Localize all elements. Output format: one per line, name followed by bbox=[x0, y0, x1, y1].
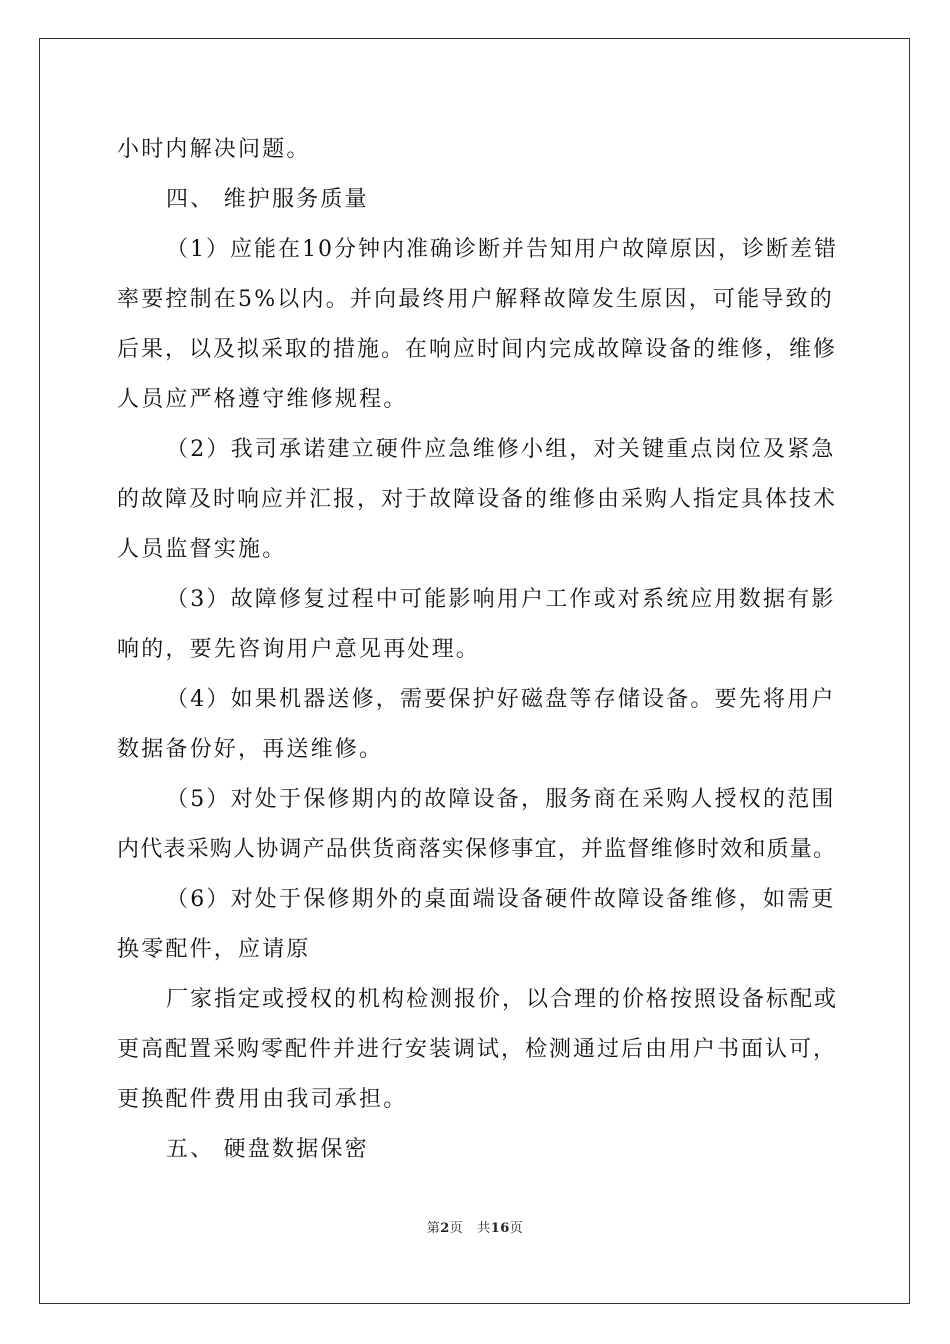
text-line: 换零配件，应请原 bbox=[117, 937, 311, 962]
text-line: 四、 维护服务质量 bbox=[166, 187, 369, 212]
text-line: 厂家指定或授权的机构检测报价，以合理的价格按照设备标配或 bbox=[166, 987, 839, 1012]
text-line: 人员监督实施。 bbox=[117, 537, 287, 562]
text-line: 的故障及时响应并汇报，对于故障设备的维修由采购人指定具体技术 bbox=[117, 487, 838, 512]
text-line: 率要控制在5%以内。并向最终用户解释故障发生原因，可能导致的 bbox=[117, 287, 834, 312]
document-body bbox=[117, 125, 839, 1175]
text-line: 小时内解决问题。 bbox=[117, 137, 311, 162]
text-line: （5）对处于保修期内的故障设备，服务商在采购人授权的范围 bbox=[166, 787, 836, 812]
text-line: （6）对处于保修期外的桌面端设备硬件故障设备维修，如需更 bbox=[166, 887, 836, 912]
page-number: 2 bbox=[440, 1221, 450, 1236]
text-line: 内代表采购人协调产品供货商落实保修事宜，并监督维修时效和质量。 bbox=[117, 837, 837, 862]
page-footer bbox=[0, 1217, 950, 1236]
total-label-prefix: 共 bbox=[477, 1221, 491, 1236]
page-label-suffix: 页 bbox=[449, 1221, 464, 1236]
total-label-suffix: 页 bbox=[509, 1221, 524, 1236]
text-line: 响的，要先咨询用户意见再处理。 bbox=[117, 637, 481, 662]
text-line: 五、 硬盘数据保密 bbox=[166, 1137, 369, 1162]
text-line: 数据备份好，再送维修。 bbox=[117, 737, 384, 762]
text-line: 人员应严格遵守维修规程。 bbox=[117, 387, 408, 412]
text-line: （2）我司承诺建立硬件应急维修小组，对关键重点岗位及紧急 bbox=[166, 437, 836, 462]
text-line: 更换配件费用由我司承担。 bbox=[117, 1087, 408, 1112]
text-line: （4）如果机器送修，需要保护好磁盘等存储设备。要先将用户 bbox=[166, 687, 836, 712]
page-label-prefix: 第 bbox=[426, 1221, 441, 1236]
text-line: 更高配置采购零配件并进行安装调试，检测通过后由用户书面认可， bbox=[117, 1037, 838, 1062]
text-line: （1）应能在10分钟内准确诊断并告知用户故障原因，诊断差错 bbox=[166, 237, 838, 262]
text-line: 后果，以及拟采取的措施。在响应时间内完成故障设备的维修，维修 bbox=[117, 337, 838, 362]
total-pages: 16 bbox=[490, 1221, 510, 1236]
text-line: （3）故障修复过程中可能影响用户工作或对系统应用数据有影 bbox=[166, 587, 836, 612]
